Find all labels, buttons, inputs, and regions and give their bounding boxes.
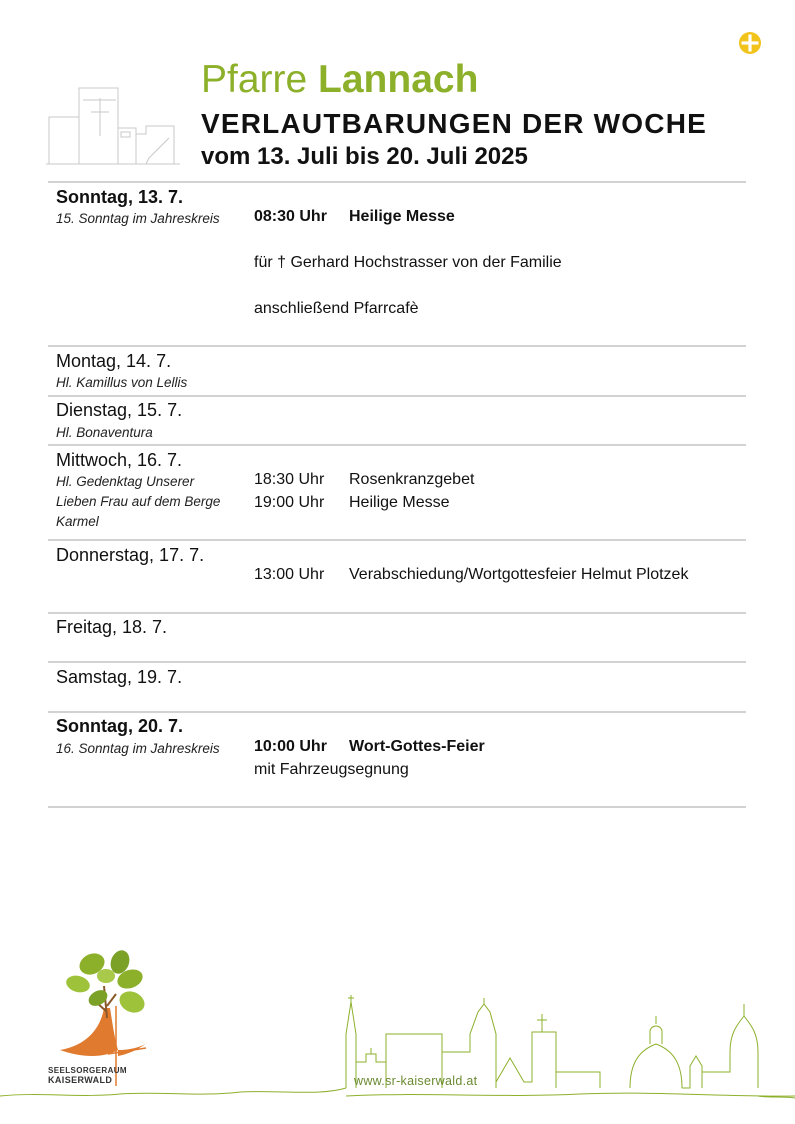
divider bbox=[48, 612, 746, 614]
day-label: Freitag, 18. 7. bbox=[56, 617, 168, 637]
page-title: VERLAUTBARUNGEN DER WOCHE bbox=[201, 108, 707, 139]
divider bbox=[48, 444, 746, 446]
event-title: Rosenkranzgebet bbox=[349, 471, 475, 488]
day-note: Hl. Kamillus von Lellis bbox=[56, 375, 188, 390]
logo-text-line2: KAISERWALD bbox=[48, 1075, 113, 1085]
church-sketch-icon bbox=[46, 84, 182, 166]
divider bbox=[48, 181, 746, 183]
event-time: 19:00 Uhr bbox=[254, 494, 325, 511]
divider bbox=[48, 395, 746, 397]
day-note: Hl. Bonaventura bbox=[56, 425, 153, 440]
event-title: Wort-Gottes-Feier bbox=[349, 738, 485, 755]
day-label: Montag, 14. 7. bbox=[56, 351, 172, 371]
event-time: 13:00 Uhr bbox=[254, 566, 325, 583]
day-label: Samstag, 19. 7. bbox=[56, 667, 183, 687]
divider bbox=[48, 661, 746, 663]
divider bbox=[48, 539, 746, 541]
day-note: 16. Sonntag im Jahreskreis bbox=[56, 741, 220, 756]
event-time: 08:30 Uhr bbox=[254, 208, 327, 225]
divider bbox=[48, 806, 746, 808]
event-detail: mit Fahrzeugsegnung bbox=[254, 761, 409, 778]
day-label: Mittwoch, 16. 7. bbox=[56, 450, 183, 470]
day-label: Dienstag, 15. 7. bbox=[56, 400, 183, 420]
divider bbox=[48, 345, 746, 347]
church-skyline-icon bbox=[0, 992, 795, 1124]
day-note: 15. Sonntag im Jahreskreis bbox=[56, 211, 220, 226]
event-time: 18:30 Uhr bbox=[254, 471, 325, 488]
event-title: Heilige Messe bbox=[349, 208, 455, 225]
day-note: Karmel bbox=[56, 514, 99, 529]
event-detail: anschließend Pfarrcafè bbox=[254, 300, 419, 317]
day-note: Lieben Frau auf dem Berge bbox=[56, 494, 221, 509]
divider bbox=[48, 711, 746, 713]
parish-title bbox=[201, 58, 478, 102]
logo-text-line1: SEELSORGERAUM bbox=[48, 1066, 127, 1075]
page-subtitle: vom 13. Juli bis 20. Juli 2025 bbox=[201, 143, 528, 170]
event-title: Heilige Messe bbox=[349, 494, 450, 511]
day-label: Sonntag, 13. 7. bbox=[56, 187, 184, 207]
parish-prefix: Pfarre bbox=[201, 58, 308, 101]
event-time: 10:00 Uhr bbox=[254, 738, 327, 755]
event-detail: für † Gerhard Hochstrasser von der Familie bbox=[254, 254, 562, 271]
event-title: Verabschiedung/Wortgottesfeier Helmut Plotzek bbox=[349, 566, 689, 583]
website-link[interactable]: www.sr-kaiserwald.at bbox=[354, 1074, 478, 1088]
yellow-cross-icon bbox=[738, 31, 762, 55]
day-label: Sonntag, 20. 7. bbox=[56, 716, 184, 736]
parish-name: Lannach bbox=[318, 58, 479, 101]
day-note: Hl. Gedenktag Unserer bbox=[56, 474, 195, 489]
day-label: Donnerstag, 17. 7. bbox=[56, 545, 205, 565]
